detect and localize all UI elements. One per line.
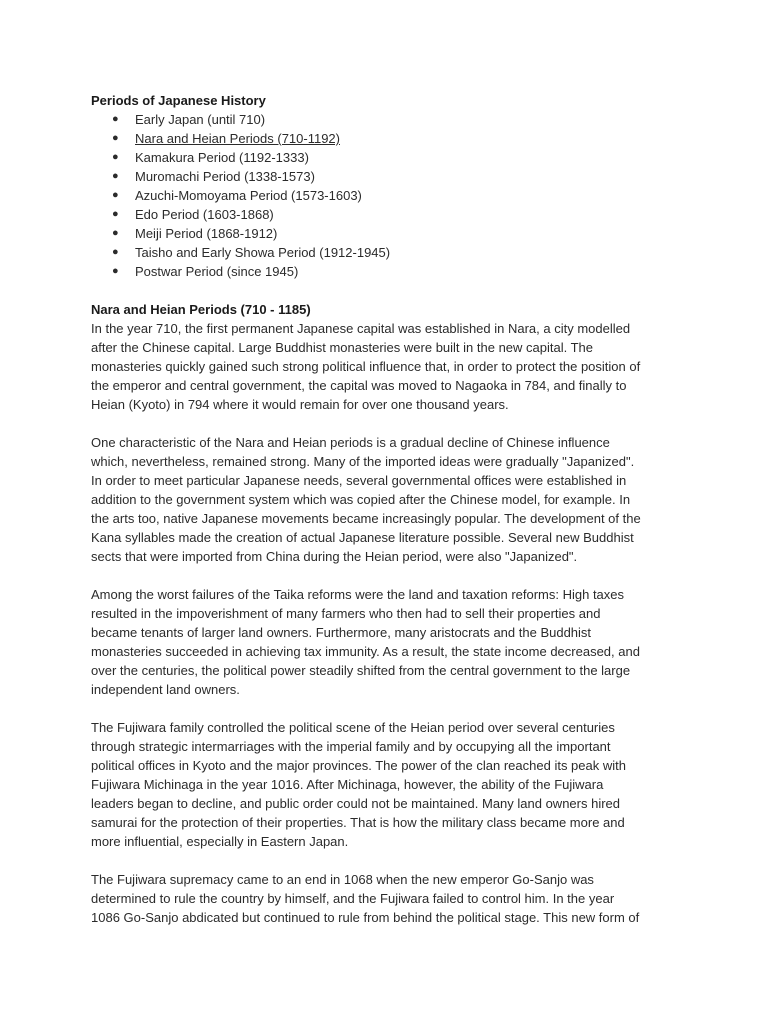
period-label: Muromachi Period (1338-1573) (135, 169, 315, 184)
paragraph: The Fujiwara supremacy came to an end in 1068 when the new emperor Go-Sanjo was determined to rule the country by himself, and the Fujiwara failed to control him. In the year 1086 Go-Sanjo abdicated but continued to rule from behind the political stage. This new form of (91, 872, 640, 925)
section-title: Nara and Heian Periods (710 - 1185) (91, 302, 311, 317)
period-label: Kamakura Period (1192-1333) (135, 150, 309, 165)
bullet-icon: ● (112, 132, 119, 144)
bullet-icon: ● (112, 265, 119, 277)
period-list-item[interactable] (91, 129, 691, 148)
paragraph: One characteristic of the Nara and Heian periods is a gradual decline of Chinese influence which, nevertheless, remained strong. Many of the imported ideas were gradually "Japanized". In order to meet particular Japanese needs, several governmental offices were established in addition to the government system which was copied after the Chinese model, for example. In the arts too, native Japanese movements became increasingly popular. The development of the Kana syllables made the creation of actual Japanese literature possible. Several new Buddhist sects that were imported from China during the Heian period, were also "Japanized". (91, 435, 641, 564)
list-heading: Periods of Japanese History (91, 93, 266, 108)
bullet-icon: ● (112, 189, 119, 201)
bullet-icon: ● (112, 208, 119, 220)
period-list-item (91, 110, 691, 129)
period-list-item (91, 243, 691, 262)
period-list-item (91, 224, 691, 243)
period-label: Azuchi-Momoyama Period (1573-1603) (135, 188, 362, 203)
bullet-icon: ● (112, 113, 119, 125)
period-label: Postwar Period (since 1945) (135, 264, 299, 279)
period-label: Edo Period (1603-1868) (135, 207, 274, 222)
period-list-item (91, 262, 691, 281)
document-content (91, 91, 691, 946)
period-label: Meiji Period (1868-1912) (135, 226, 278, 241)
period-list-item (91, 186, 691, 205)
periods-list (91, 110, 691, 281)
paragraph: Among the worst failures of the Taika reforms were the land and taxation reforms: High taxes resulted in the impoverishment of many farmers who then had to sell their properties and became tenants of larger land owners. Furthermore, many aristocrats and the Buddhist monasteries succeeded in achieving tax immunity. As a result, the state income decreased, and over the centuries, the political power steadily shifted from the central government to the large independent land owners. (91, 587, 640, 697)
bullet-icon: ● (112, 151, 119, 163)
paragraph: The Fujiwara family controlled the political scene of the Heian period over several centuries through strategic intermarriages with the imperial family and by occupying all the important political offices in Kyoto and the major provinces. The power of the clan reached its peak with Fujiwara Michinaga in the year 1016. After Michinaga, however, the ability of the Fujiwara leaders began to decline, and public order could not be maintained. Many land owners hired samurai for the protection of their properties. That is how the military class became more and more influential, especially in Eastern Japan. (91, 720, 626, 849)
bullet-icon: ● (112, 170, 119, 182)
period-list-item (91, 148, 691, 167)
bullet-icon: ● (112, 227, 119, 239)
paragraph: In the year 710, the first permanent Japanese capital was established in Nara, a city modelled after the Chinese capital. Large Buddhist monasteries were built in the new capital. The monasteries quickly gained such strong political influence that, in order to protect the position of the emperor and central government, the capital was moved to Nagaoka in 784, and finally to Heian (Kyoto) in 794 where it would remain for over one thousand years. (91, 321, 641, 412)
period-list-item (91, 205, 691, 224)
section-body (91, 319, 691, 927)
period-label: Taisho and Early Showa Period (1912-1945) (135, 245, 391, 260)
period-link[interactable]: Nara and Heian Periods (710-1192) (135, 131, 340, 146)
period-list-item (91, 167, 691, 186)
period-label: Early Japan (until 710) (135, 112, 266, 127)
bullet-icon: ● (112, 246, 119, 258)
